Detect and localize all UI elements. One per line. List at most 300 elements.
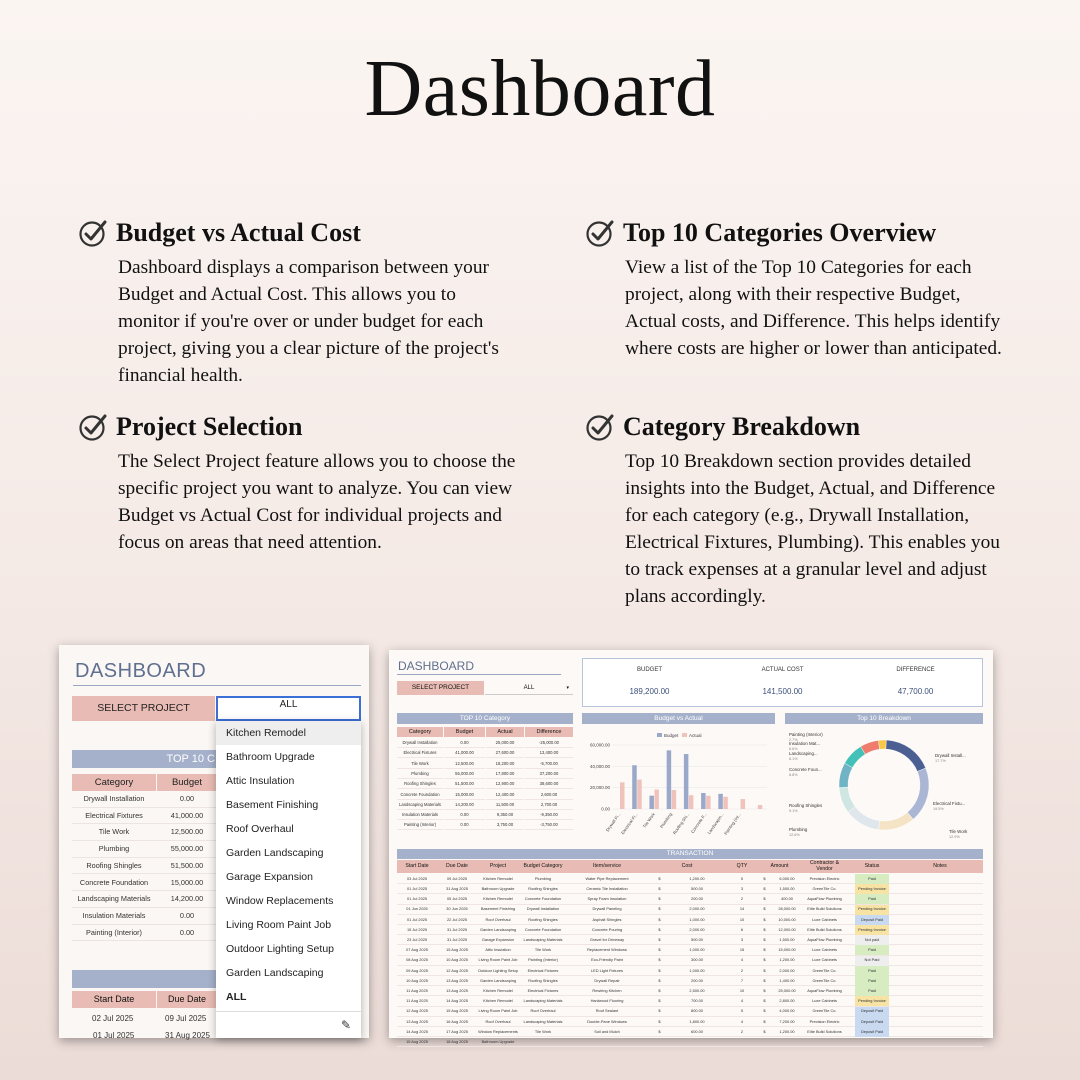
dropdown-option[interactable]: Living Room Paint Job	[226, 919, 332, 931]
top10-cell: 25,000.00	[486, 738, 524, 748]
transaction-cell: 5	[740, 1008, 744, 1014]
dropdown-option[interactable]: Kitchen Remodel	[216, 721, 361, 745]
y-tick-label: 0.00	[601, 806, 610, 812]
transaction-cell: $	[658, 886, 661, 892]
transaction-cell: $	[763, 957, 766, 963]
slice-percent: 2.7%	[789, 738, 798, 742]
top10-cell: -25,000.00	[525, 738, 573, 748]
transaction-cell: Tile Work	[534, 947, 552, 953]
transaction-cell: 12 Aug 2025	[406, 1008, 428, 1014]
top10-cell: 13,400.00	[525, 748, 573, 758]
donut-slice	[839, 763, 852, 787]
transaction-cell: GreenTile Co.	[812, 967, 837, 973]
transaction-cell: Basement Finishing	[480, 906, 516, 912]
slice-label: Painting (Interior)	[789, 732, 823, 737]
transaction-cell: Soil and Mulch	[594, 1028, 620, 1034]
top10-cell: 0.00	[444, 820, 485, 830]
top10-cell: Insulation Materials	[397, 810, 443, 820]
transaction-cell: Kitchen Remodel	[483, 896, 513, 902]
transaction-row	[397, 966, 983, 976]
edit-pencil-icon[interactable]: ✎	[340, 1018, 351, 1032]
transaction-cell: GreenTile Co.	[812, 977, 837, 983]
legend-label: Actual	[689, 733, 702, 738]
transaction-cell	[727, 1037, 757, 1047]
transaction-cell: Garden Landscaping	[479, 977, 517, 983]
donut-slice	[907, 768, 929, 819]
budget-cell: 14,200.00	[170, 894, 204, 904]
col-due-date: Due Date	[157, 991, 217, 1008]
transaction-cell: Asphalt Shingles	[592, 916, 622, 922]
bar	[637, 780, 642, 809]
transaction-cell: Bathroom Upgrade	[481, 1039, 515, 1045]
col-category: Category	[72, 774, 156, 791]
transaction-cell: $	[658, 1018, 661, 1024]
top10-cell: 0.00	[444, 810, 485, 820]
kpi-value: 141,500.00	[762, 687, 803, 696]
x-tick-label: Plumbing	[658, 811, 674, 829]
transaction-cell: Water Pipe Replacement	[585, 875, 629, 881]
transaction-cell: 14 Aug 2025	[446, 998, 468, 1004]
top10-cell: Plumbing	[397, 769, 443, 779]
top10-cell: 55,000.00	[444, 769, 485, 779]
dropdown-option[interactable]: Garage Expansion	[226, 871, 313, 883]
slice-percent: 12.9%	[949, 835, 960, 839]
transaction-cell: Garage Expansion	[481, 937, 515, 943]
check-circle-icon	[585, 218, 615, 248]
top10-cell: -5,700.00	[525, 759, 573, 769]
transaction-cell: 2	[740, 896, 744, 902]
transaction-cell: $	[658, 906, 661, 912]
top10-cell: Tile Work	[397, 759, 443, 769]
dropdown-option[interactable]: Garden Landscaping	[226, 967, 324, 979]
top10-cell: 14,200.00	[444, 800, 485, 810]
transaction-cell: Kitchen Remodel	[483, 998, 513, 1004]
transaction-cell: Kitchen Remodel	[483, 875, 513, 881]
check-circle-icon	[78, 218, 108, 248]
legend-swatch	[657, 733, 662, 737]
transaction-cell: 2,000.00	[689, 906, 705, 912]
transaction-cell: GreenTile Co.	[812, 1008, 837, 1014]
transaction-cell: 01 Jul 2025	[406, 896, 428, 902]
top10-cell: Roofing Shingles	[397, 779, 443, 789]
y-tick-label: 40,000.00	[589, 763, 610, 769]
bva-section-title: Budget vs Actual	[582, 713, 775, 724]
top10-col-header: Category	[397, 727, 443, 737]
donut-slice	[845, 747, 866, 768]
transaction-cell: Living Room Paint Job	[478, 957, 518, 963]
bar	[620, 782, 625, 809]
breakdown-section-title: Top 10 Breakdown	[785, 713, 983, 724]
dropdown-option[interactable]: Roof Overhaul	[226, 823, 294, 835]
transaction-cell: 01 Jul 2025	[93, 1031, 135, 1040]
transaction-cell: 09 Aug 2025	[406, 967, 428, 973]
transaction-cell: 1,400.00	[779, 977, 795, 983]
project-select-input[interactable]	[485, 681, 573, 695]
transaction-cell: 2,800.00	[779, 998, 795, 1004]
transaction-cell: $	[658, 896, 661, 902]
transaction-cell: Elite Build Solutions	[807, 926, 842, 932]
transaction-col-header: Notes	[933, 862, 947, 869]
transaction-cell: $	[763, 977, 766, 983]
slice-percent: 19.5%	[933, 807, 944, 811]
transaction-cell: 1,000.00	[689, 916, 705, 922]
bar	[689, 795, 694, 809]
transaction-cell: 1,200.00	[779, 1028, 795, 1034]
transaction-cell: Landscaping Materials	[523, 998, 563, 1004]
transaction-row	[397, 884, 983, 894]
slice-percent: 9.1%	[789, 809, 798, 813]
status-badge: Paid	[855, 894, 889, 904]
transaction-cell: 4	[740, 957, 744, 963]
status-badge: Deposit Paid	[855, 1017, 889, 1027]
transaction-cell: 11 Aug 2025	[406, 988, 428, 994]
feature-title: Top 10 Categories Overview	[623, 218, 937, 247]
transaction-row	[397, 935, 983, 945]
feature-title: Budget vs Actual Cost	[116, 218, 361, 247]
bar	[684, 754, 689, 809]
transaction-cell: 23 Jul 2025	[406, 937, 428, 943]
y-tick-label: 20,000.00	[589, 785, 610, 791]
slice-label: Drywall Install...	[935, 753, 966, 758]
slice-label: Plumbing	[789, 827, 808, 832]
transaction-cell: Plumbing	[534, 875, 552, 881]
transaction-cell: 10	[739, 988, 745, 994]
transaction-cell: 12 Aug 2025	[446, 967, 468, 973]
kpi-label: ACTUAL COST	[761, 667, 804, 673]
bar	[649, 796, 654, 809]
status-badge: Pending Invoice	[855, 884, 889, 894]
title-divider	[73, 685, 361, 686]
y-tick-label: 60,000.00	[589, 742, 610, 748]
dropdown-option[interactable]: Garden Landscaping	[226, 847, 324, 859]
transaction-cell: 02 Jul 2025	[92, 1014, 134, 1023]
dropdown-option[interactable]: ALL	[226, 991, 247, 1003]
transaction-cell: $	[763, 937, 766, 943]
transaction-cell: Roofing Shingles	[528, 977, 558, 983]
dropdown-option[interactable]: Outdoor Lighting Setup	[226, 943, 334, 955]
transaction-cell: Garden Landscaping	[479, 926, 517, 932]
transaction-cell: 18 Aug 2025	[446, 1039, 468, 1045]
transaction-cell: 7	[740, 977, 744, 983]
transaction-cell: 5	[740, 875, 744, 881]
transaction-cell: Elite Build Solutions	[807, 906, 842, 912]
table-row	[72, 824, 217, 841]
transaction-row	[397, 905, 983, 915]
top10-col-header: Actual	[486, 727, 524, 737]
transaction-cell: Eco-Friendly Paint	[591, 957, 623, 963]
budget-cell: 0.00	[179, 794, 195, 803]
check-circle-icon	[78, 412, 108, 442]
donut-slice	[848, 807, 880, 830]
feature-text: Dashboard displays a comparison between your Budget and Actual Cost. This allows you to monitor if you're over or under budget for each project, giving you a clear picture of the project's financial health.	[118, 257, 499, 386]
page-title: Dashboard	[364, 45, 716, 133]
transaction-row	[397, 894, 983, 904]
transaction-cell: 300.00	[691, 957, 703, 963]
transaction-cell: Replacement Windows	[587, 947, 627, 953]
transaction-cell: Concrete Foundation	[524, 926, 562, 932]
transaction-cell: 3	[740, 886, 744, 892]
transaction-cell: Landscaping Materials	[523, 937, 563, 943]
donut-slice	[839, 787, 855, 812]
transaction-col-header: Budget Category	[523, 862, 563, 869]
top10-cell: 38,600.00	[525, 779, 573, 789]
transaction-cell: Roofing Shingles	[528, 916, 558, 922]
kpi-label: DIFFERENCE	[896, 667, 935, 673]
transaction-cell: $	[763, 1018, 766, 1024]
transaction-row	[397, 956, 983, 966]
budget-cell: 12,500.00	[170, 827, 204, 837]
transaction-cell: $	[658, 967, 661, 973]
transaction-cell: Roof Sealant	[595, 1008, 619, 1014]
transaction-cell: $	[763, 967, 766, 973]
transaction-cell: Ceramic Tile Installation	[586, 886, 628, 892]
donut-slice	[878, 740, 886, 749]
transaction-cell: 600.00	[691, 1028, 703, 1034]
x-tick-label: Landscapin...	[706, 811, 725, 835]
legend-swatch	[682, 733, 687, 737]
feature-text: The Select Project feature allows you to choose the specific project you want to analyze. You can view Budget vs Actual Cost for individual projects and focus on areas that need attention.	[118, 451, 516, 553]
status-badge: Pending Invoice	[855, 996, 889, 1006]
slice-percent: 17.7%	[935, 759, 946, 763]
slice-label: Roofing Shingles	[789, 803, 823, 808]
transaction-cell: Drywall Paneling	[592, 906, 622, 912]
legend-label: Budget	[664, 733, 679, 738]
transaction-cell: 01 Jul 2025	[406, 916, 428, 922]
transaction-cell: 07 Aug 2025	[406, 947, 428, 953]
slice-percent: 12.6%	[789, 833, 800, 837]
transaction-row	[397, 1037, 983, 1047]
feature-project-selection	[78, 410, 518, 556]
dropdown-option[interactable]: Basement Finishing	[226, 799, 319, 811]
transaction-cell: Drywall Installation	[526, 906, 560, 912]
transaction-cell: 15,000.00	[778, 947, 796, 953]
dropdown-option[interactable]: Attic Insulation	[226, 775, 295, 787]
transaction-cell: Electrical Fixtures	[527, 967, 559, 973]
transaction-cell: 6,000.00	[779, 875, 795, 881]
dropdown-option[interactable]: Window Replacements	[226, 895, 334, 907]
feature-budget-vs-actual	[78, 216, 518, 389]
transaction-cell: 01 Jul 2025	[406, 886, 428, 892]
transaction-cell: $	[763, 886, 766, 892]
transaction-cell: Living Room Paint Job	[478, 1008, 518, 1014]
transaction-cell: Window Replacements	[478, 1028, 518, 1034]
top10-breakdown-donut	[785, 727, 983, 844]
transaction-cell: Rewiring Kitchen	[592, 988, 622, 994]
slice-label: Tile Work	[949, 829, 968, 834]
transaction-cell: 05 Jul 2025	[446, 896, 468, 902]
transaction-cell: $	[658, 916, 661, 922]
feature-category-breakdown	[585, 410, 1015, 610]
right-dashboard-screenshot	[389, 650, 993, 1045]
budget-cell: 0.00	[179, 910, 195, 920]
bar	[718, 794, 723, 809]
transaction-row	[397, 1027, 983, 1037]
transaction-cell: $	[763, 875, 766, 881]
transaction-cell: 09 Jul 2025	[165, 1014, 207, 1023]
transaction-cell: 31 Aug 2025	[446, 886, 468, 892]
budget-cell: 15,000.00	[170, 877, 204, 887]
feature-top10-categories	[585, 216, 1015, 362]
dropdown-option[interactable]: Bathroom Upgrade	[226, 751, 315, 763]
transaction-cell: AquaFlow Plumbing	[807, 896, 842, 902]
transaction-cell	[672, 1037, 722, 1047]
status-badge: Deposit Paid	[855, 915, 889, 925]
transaction-cell: 31 Aug 2025	[165, 1031, 210, 1040]
transaction-cell: 4	[740, 1018, 744, 1024]
transaction-cell: 15	[739, 947, 745, 953]
slice-percent: 8.1%	[789, 757, 798, 761]
x-tick-label: Drywall Fi...	[604, 811, 622, 833]
transaction-cell: Double-Pane Windows	[587, 1018, 627, 1024]
transaction-cell	[757, 1037, 772, 1047]
feature-text: View a list of the Top 10 Categories for each project, along with their respective Budget, Actual costs, and Difference. This helps identify where costs are higher or lower than anticipated.	[625, 257, 1002, 359]
transaction-cell: Bathroom Upgrade	[481, 886, 515, 892]
transaction-cell: Roof Overhaul	[485, 916, 511, 922]
transaction-cell: Precision Electric	[809, 875, 840, 881]
transaction-cell: 14	[739, 906, 745, 912]
transaction-cell: $	[763, 916, 766, 922]
dashboard-title: DASHBOARD	[75, 660, 207, 682]
transaction-cell: 22 Jul 2025	[446, 916, 468, 922]
bar	[741, 799, 746, 809]
transaction-cell: 2,000.00	[689, 926, 705, 932]
left-dashboard-screenshot	[59, 645, 369, 1038]
table-row	[72, 791, 217, 808]
transaction-cell: 31 Jul 2025	[446, 937, 468, 943]
transaction-cell: 2	[740, 1028, 744, 1034]
transaction-cell: LED Light Fixtures	[590, 967, 623, 973]
top10-cell: Electrical Fixtures	[397, 748, 443, 758]
transaction-col-header: Amount	[770, 862, 789, 869]
title-divider	[397, 674, 561, 675]
bar	[723, 797, 728, 809]
transaction-cell: $	[763, 947, 766, 953]
category-cell: Insulation Materials	[82, 910, 146, 920]
transaction-cell: $	[658, 988, 661, 994]
transaction-cell: 30 Jun 2025	[446, 906, 468, 912]
transaction-cell: $	[658, 957, 661, 963]
transaction-cell: 4	[740, 998, 744, 1004]
transaction-cell: 10 Aug 2025	[406, 977, 428, 983]
transaction-cell	[519, 1037, 567, 1047]
top10-cell: 12,400.00	[486, 790, 524, 800]
transaction-col-header: Project	[489, 862, 507, 869]
transaction-cell: 1,000.00	[689, 967, 705, 973]
transaction-header-row	[397, 860, 983, 873]
transaction-cell: 200.00	[691, 896, 703, 902]
transaction-cell: $	[763, 896, 766, 902]
bar	[701, 793, 706, 809]
budget-cell: 41,000.00	[170, 810, 204, 820]
top10-heading: TOP 10 C	[72, 750, 217, 768]
transaction-cell: 10 Aug 2025	[446, 957, 468, 963]
transaction-cell: 25,000.00	[778, 988, 796, 994]
transaction-cell: 15 Aug 2025	[446, 1008, 468, 1014]
kpi-value: 189,200.00	[629, 687, 670, 696]
transaction-cell: AquaFlow Plumbing	[807, 937, 842, 943]
transaction-cell: 15 Jul 2025	[406, 926, 428, 932]
transaction-cell: $	[658, 977, 661, 983]
transaction-cell: 03 Jul 2025	[406, 875, 428, 881]
slice-label: Electrical Fixtu...	[933, 801, 966, 806]
top10-cell: 0.00	[444, 738, 485, 748]
category-cell: Plumbing	[98, 844, 130, 854]
transaction-cell: Landscaping Materials	[523, 1018, 563, 1024]
transaction-cell: Tile Work	[534, 1028, 552, 1034]
transaction-cell: 200.00	[691, 977, 703, 983]
table-row	[72, 808, 217, 825]
transaction-cell: 13 Aug 2025	[446, 977, 468, 983]
transaction-cell: 2	[740, 967, 744, 973]
x-tick-label: Concrete F...	[689, 811, 708, 835]
table-row	[72, 841, 217, 858]
transaction-cell: $	[658, 998, 661, 1004]
bar	[632, 765, 637, 809]
status-badge: Pending Invoice	[855, 905, 889, 915]
transaction-row	[397, 996, 983, 1006]
transaction-cell: Concrete Pouring	[591, 926, 623, 932]
table-row	[72, 875, 217, 892]
top10-cell: -3,750.00	[525, 820, 573, 830]
top10-cell: 18,200.00	[486, 759, 524, 769]
transaction-col-header: Start Date	[405, 862, 429, 869]
select-project-label: SELECT PROJECT	[72, 696, 215, 721]
transaction-cell: GreenTile Co.	[812, 886, 837, 892]
top10-cell: 2,700.00	[525, 800, 573, 810]
x-tick-label: Tile Work	[641, 811, 656, 829]
top10-cell: 9,350.00	[486, 810, 524, 820]
status-badge: Paid	[855, 986, 889, 996]
table-row	[72, 925, 217, 942]
x-tick-label: Roofing Shi...	[671, 811, 691, 836]
budget-cell: 51,500.00	[170, 860, 204, 870]
transaction-cell: 4,000.00	[779, 1008, 795, 1014]
transaction-cell: $	[658, 875, 661, 881]
check-circle-icon	[585, 412, 615, 442]
transaction-row	[397, 986, 983, 996]
status-badge	[847, 1037, 897, 1047]
bar	[672, 790, 677, 809]
budget-cell: 0.00	[179, 927, 195, 937]
transaction-cell: $	[658, 926, 661, 932]
transaction-cell: Concrete Foundation	[524, 896, 562, 902]
transaction-cell: Attic Insulation	[485, 947, 511, 953]
project-dropdown-menu	[216, 721, 361, 1038]
transaction-cell: 15 Aug 2025	[446, 947, 468, 953]
transaction-cell: 500.00	[691, 886, 703, 892]
status-badge: Not paid	[855, 935, 889, 945]
transaction-cell: Outdoor Lighting Setup	[477, 967, 519, 973]
transaction-cell: Painting (Interior)	[528, 957, 558, 963]
transaction-row	[397, 976, 983, 986]
top10-cell: 17,800.00	[486, 769, 524, 779]
feature-text: Top 10 Breakdown section provides detailed insights into the Budget, Actual, and Difference for each category (e.g., Drywall Installation, Electrical Fixtures, Plumbing). This enables you to track expenses at a granular level and adjust plans accordingly.	[625, 451, 1001, 607]
transaction-cell: Elite Build Solutions	[807, 1028, 842, 1034]
project-select-input[interactable]: ALL	[216, 696, 361, 721]
top10-cell: 12,900.00	[486, 779, 524, 789]
transaction-cell: Gravel for Driveway	[589, 937, 625, 943]
budget-vs-actual-chart	[582, 727, 775, 844]
slice-label: Concrete Foun...	[789, 767, 822, 772]
transaction-cell: 08 Aug 2025	[406, 957, 428, 963]
category-cell: Painting (Interior)	[86, 927, 142, 937]
dropdown-divider	[216, 1011, 361, 1012]
transaction-cell: Roof Overhaul	[485, 1018, 511, 1024]
transaction-cell: 16 Aug 2025	[446, 1018, 468, 1024]
transaction-cell: 3	[740, 937, 744, 943]
transaction-bar	[72, 970, 217, 988]
status-badge: Not Paid	[855, 956, 889, 966]
